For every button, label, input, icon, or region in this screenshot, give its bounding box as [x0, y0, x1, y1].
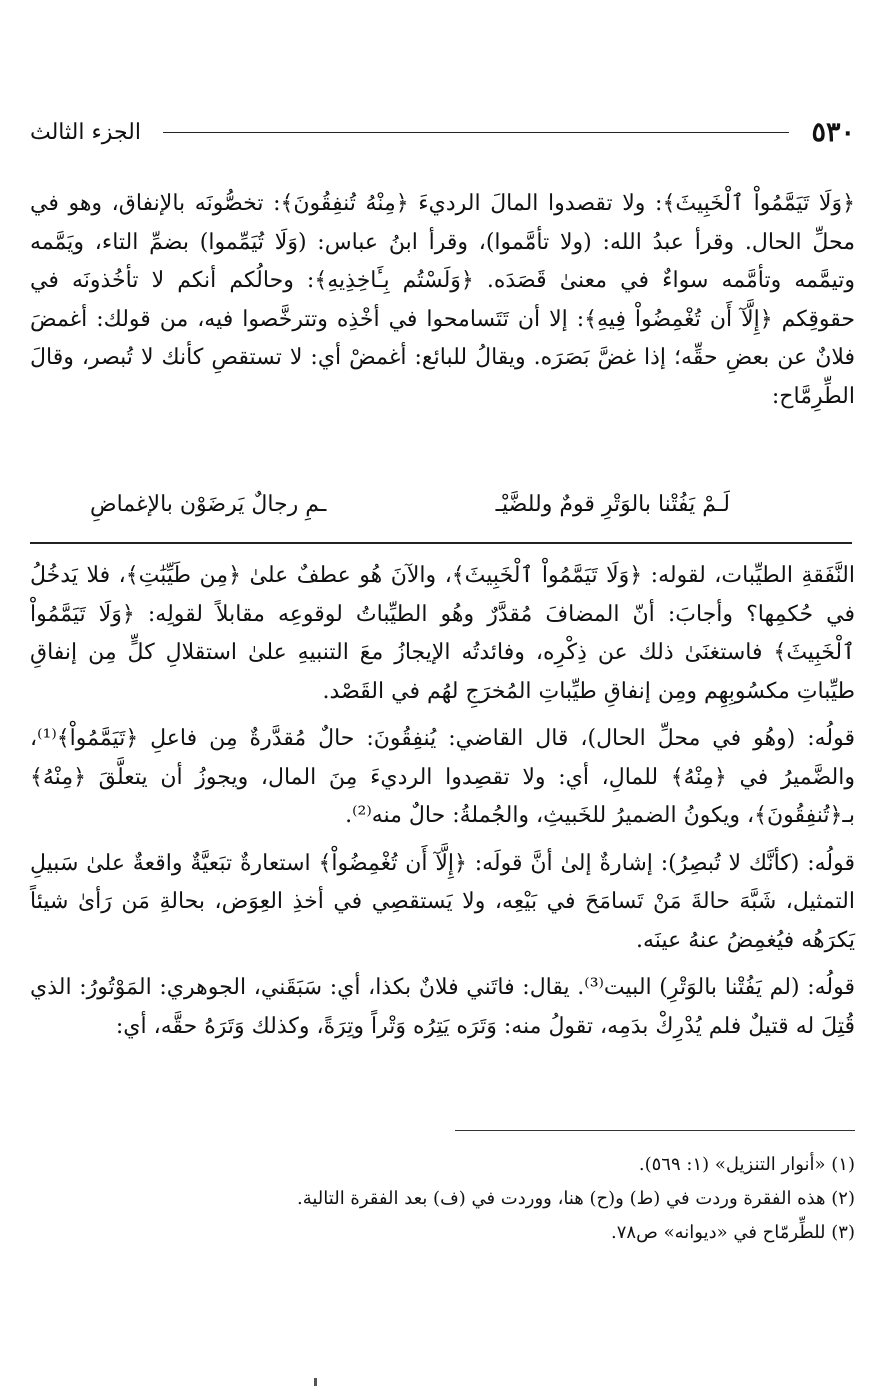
commentary-paragraph: قولُه: (وهُو في محلِّ الحال)، قال القاضي: يُنفِقُونَ: حالٌ مُقدَّرةٌ مِن فاعلِ ﴿تَيَمَّمُواْ﴾⁽¹⁾، والضَّميرُ في ﴿مِنْهُ﴾ للمالِ، أي: ولا تقصِدوا الرديءَ مِنَ المال، ويجوزُ أن يتعلَّقَ ﴿مِنْهُ﴾ بـ﴿تُنفِقُونَ﴾، ويكونُ الضميرُ للخَبيثِ، والجُملةُ: حالٌ منه⁽²⁾.: [30, 726, 855, 828]
verse-first-hemistich: لَـمْ يَفُتْنا بالوَتْرِ قومٌ وللضَّيْـ: [495, 491, 730, 517]
main-paragraph: ﴿وَلَا تَيَمَّمُواْ ٱلْخَبِيثَ﴾: ولا تقصدوا المالَ الرديءَ ﴿مِنْهُ تُنفِقُونَ﴾: تخصُّونَه بالإنفاق، وهو في محلِّ الحال. وقرأ عبدُ الله: (ولا تأمَّموا)، وقرأ ابنُ عباس: (وَلَا تُيَمِّموا) بضمِّ التاء، ويَمَّمه وتيمَّمه وتأمَّمه سواءٌ في معنىٰ قَصَدَه. ﴿وَلَسْتُم بِـَٔاخِذِيهِ﴾: وحالُكم أنكم لا تأخُذونَه في حقوقِكم ﴿إِلَّآ أَن تُغْمِضُواْ فِيهِ﴾: إلا أن تَتَسامحوا في أخْذِه وتترخَّصوا فيه، من قولك: أغمضَ فلانٌ عن بعضِ حقِّه؛ إذا غضَّ بَصَرَه. ويقالُ للبائع: أغمضْ أي: لا تستقصِ كأنك لا تُبصر، وقالَ الطِّرِمَّاح:: [30, 191, 855, 409]
page-number: ٥٣٠: [811, 116, 855, 148]
volume-title: الجزء الثالث: [30, 119, 141, 145]
scan-mark: [314, 1378, 317, 1386]
footnote: (١) «أنوار التنزيل» (١: ٥٦٩).: [638, 1154, 855, 1175]
poetry-verse: [90, 482, 730, 526]
footnote-rule: [455, 1130, 855, 1131]
verse-second-hemistich: ـمِ رجالٌ يَرضَوْن بالإغماضِ: [90, 491, 327, 517]
footnote: (٣) للطِّرمّاح في «ديوانه» ص٧٨.: [611, 1222, 855, 1243]
footnote: (٢) هذه الفقرة وردت في (ط) و(ح) هنا، ووردت في (ف) بعد الفقرة التالية.: [297, 1188, 855, 1209]
commentary-text: [30, 557, 855, 1055]
commentary-paragraph: قولُه: (لم يَفُتْنا بالوَتْرِ) البيت⁽³⁾. يقال: فاتَني فلانٌ بكذا، أي: سَبَقَني، الجوهري: المَوْتُورُ: الذي قُتِلَ له قتيلٌ فلم يُدْرِكْ بدَمِه، تقولُ منه: وَتَرَه يَتِرُه وَتْراً وتِرَةً، وكذلك وَتَرَهُ حقَّه، أي:: [30, 975, 855, 1039]
section-divider: [30, 542, 852, 544]
commentary-paragraph: النَّفَقةِ الطيِّبات، لقوله: ﴿وَلَا تَيَمَّمُواْ ٱلْخَبِيثَ﴾، والآنَ هُو عطفٌ علىٰ ﴿مِن طَيِّبَٰتِ﴾، فلا يَدخُلُ في حُكمِها؟ وأجابَ: أنّ المضافَ مُقدَّرٌ وهُو الطيِّباتُ لوقوعِه مقابلاً لقولِه: ﴿وَلَا تَيَمَّمُواْ ٱلْخَبِيثَ﴾ فاستغنَىٰ ذلك عن ذِكْرِه، وفائدتُه الإيجازُ معَ التنبيهِ علىٰ استقلالِ كلٍّ مِن إنفاقِ طيِّباتِ مكسُوبِهِم ومِن إنفاقِ طيِّباتِ المُخرَجِ لهُم في القَصْد.: [30, 563, 855, 704]
footnotes: [30, 1151, 855, 1253]
commentary-paragraph: قولُه: (كأنَّك لا تُبصِرُ): إشارةٌ إلىٰ أنَّ قولَه: ﴿إِلَّآ أَن تُغْمِضُواْ﴾ استعارةٌ تبَعيَّةٌ واقعةٌ علىٰ سَبيلِ التمثيل، شَبَّهَ حالةَ مَنْ تَسامَحَ في بَيْعِه، ولا يَستقصِي في أخذِ العِوَض، بحالةِ مَن رَأىٰ شيئاً يَكرَهُه فيُغمِضُ عنهُ عينَه.: [30, 850, 855, 953]
header-rule: [163, 132, 790, 133]
main-text: [30, 185, 855, 416]
page-header: [30, 112, 855, 152]
